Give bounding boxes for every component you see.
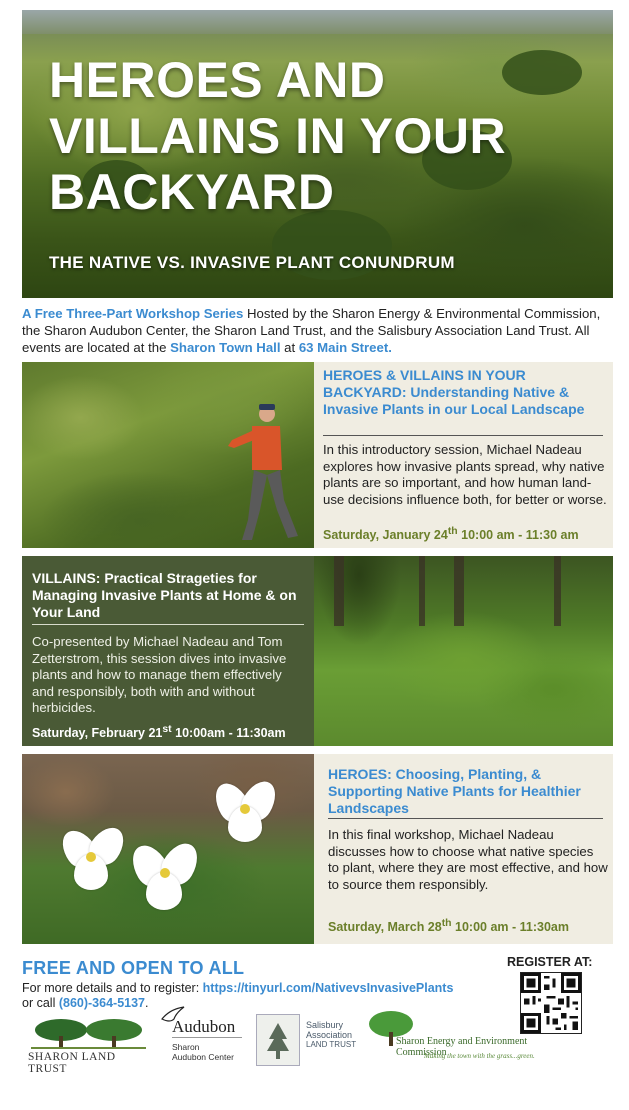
tree-trunk [454,556,464,626]
salisbury-line2: Association [306,1030,353,1040]
page-subtitle: THE NATIVE VS. INVASIVE PLANT CONUNDRUM [49,253,455,272]
seec-tagline: Making the town with the grass...green. [424,1052,535,1060]
hero-sky [22,10,613,34]
salisbury-line3: LAND TRUST [306,1040,357,1049]
session3-panel [314,754,613,944]
registration-details: For more details and to register: https://tinyurl.com/NativevsInvasivePlants or call (860)-364-5137. [22,981,454,1010]
session1-date: Saturday, January 24th 10:00 am - 11:30 am [323,526,579,543]
free-open-heading: FREE AND OPEN TO ALL [22,958,245,978]
session1-description: In this introductory session, Michael Nadeau explores how invasive plants spread, why native plants are so important, and how human land-use decisions influence both, for better or worse. [323,442,607,507]
intro-text-at: at [280,340,299,355]
sharon-land-trust-logo [26,1018,151,1075]
hero-banner [22,10,613,298]
salisbury-badge [256,1014,300,1066]
tree-trunk [419,556,425,626]
tree-trunk [334,556,344,626]
audubon-sub1: Sharon [172,1042,200,1052]
session2-title: VILLAINS: Practical Strageties for Managing Invasive Plants at Home & on Your Land [32,570,297,620]
page-title: HEROES AND VILLAINS IN YOUR BACKYARD [49,52,507,220]
person-pulling-plants-illustration [222,400,302,545]
sharon-energy-environment-logo [366,1010,576,1066]
session1-panel [314,362,613,548]
salisbury-line1: Salisbury [306,1020,344,1030]
intro-address: 63 Main Street. [298,340,392,355]
oak-trees-icon [26,1018,151,1050]
slt-name: SHARON LAND TRUST [28,1051,116,1075]
intro-text: Hosted by the Sharon Energy & Environmental Commission, the Sharon Audubon Center, the Sharon Land Trust, and the Salisbury Association Land Trust. All events are located at the [22,306,601,355]
session2-photo [314,556,613,746]
divider [172,1037,242,1038]
session1-title: HEROES & VILLAINS IN YOUR BACKYARD: Understanding Native & Invasive Plants in our Local Landscape [323,367,585,417]
session2-date: Saturday, February 21st 10:00am - 11:30am [32,724,286,741]
divider [323,435,603,436]
session3-description: In this final workshop, Michael Nadeau discusses how to choose what native species to plant, where they are most effective, and how to source them responsibly. [328,827,608,892]
session2-description: Co-presented by Michael Nadeau and Tom Zetterstrom, this session dives into invasive plants and how to manage them effectively and responsibly, both with and without herbicides. [32,634,287,715]
session3-date: Saturday, March 28th 10:00 am - 11:30am [328,918,569,935]
audubon-sub2: Audubon Center [172,1052,234,1062]
salisbury-association-logo [256,1014,360,1066]
session2-panel [22,556,314,746]
session1-photo [22,362,314,548]
audubon-word: Audubon [172,1017,236,1036]
tree-trunk [554,556,561,626]
registration-link[interactable]: https://tinyurl.com/NativevsInvasivePlants [202,981,454,995]
intro-paragraph [22,305,617,356]
phone-number[interactable]: (860)-364-5137 [58,996,145,1010]
intro-venue: Sharon Town Hall [170,340,281,355]
divider [328,818,603,819]
seec-name: Sharon Energy and Environment Commission [396,1036,528,1058]
intro-lead: A Free Three-Part Workshop Series [22,306,244,321]
session3-photo [22,754,314,944]
register-label: REGISTER AT: [507,955,593,969]
audubon-logo [160,1005,250,1065]
divider [32,624,304,625]
session3-title: HEROES: Choosing, Planting, & Supporting Native Plants for Healthier Landscapes [328,766,581,816]
pine-tree-icon [257,1015,299,1065]
